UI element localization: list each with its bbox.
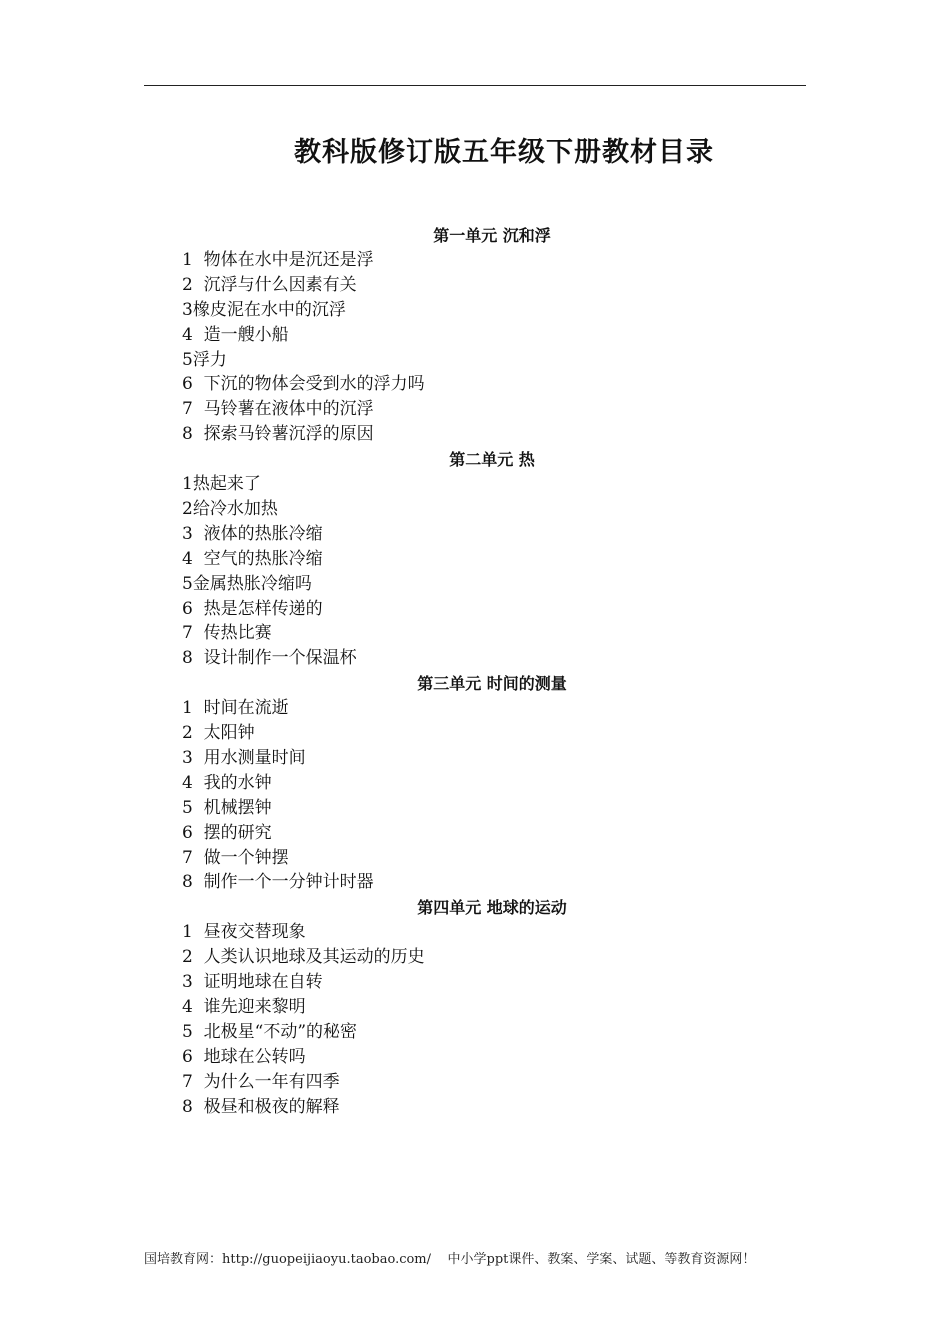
- list-item: 1 时间在流逝: [182, 698, 289, 719]
- list-item: 2 太阳钟: [182, 723, 255, 744]
- list-item: 2给冷水加热: [182, 499, 278, 520]
- list-item: 6 下沉的物体会受到水的浮力吗: [182, 374, 425, 395]
- list-item: 8 设计制作一个保温杯: [182, 648, 357, 669]
- list-item: 3 液体的热胀冷缩: [182, 523, 323, 544]
- page-footer: 国培教育网：http://guopeijiaoyu.taobao.com/ 中小学ppt课件、教案、学案、试题、等教育资源网！: [144, 1252, 756, 1267]
- list-item: 7 传热比赛: [182, 623, 272, 644]
- list-item: 8 极昼和极夜的解释: [182, 1096, 340, 1117]
- list-item: 2 人类认识地球及其运动的历史: [182, 947, 425, 968]
- list-item: 1热起来了: [182, 474, 261, 495]
- header-rule: [144, 85, 806, 86]
- list-item: 8 探索马铃薯沉浮的原因: [182, 424, 374, 445]
- list-item: 4 空气的热胀冷缩: [182, 548, 323, 569]
- unit-heading-4: 第四单元 地球的运动: [417, 898, 567, 918]
- unit-heading-2: 第二单元 热: [449, 450, 535, 470]
- list-item: 3 用水测量时间: [182, 748, 306, 769]
- list-item: 8 制作一个一分钟计时器: [182, 872, 374, 893]
- list-item: 6 地球在公转吗: [182, 1046, 306, 1067]
- list-item: 1 物体在水中是沉还是浮: [182, 250, 374, 270]
- list-item: 5 机械摆钟: [182, 797, 272, 818]
- list-item: 3橡皮泥在水中的沉浮: [182, 299, 346, 320]
- list-item: 5金属热胀冷缩吗: [182, 573, 312, 594]
- list-item: 7 为什么一年有四季: [182, 1071, 340, 1092]
- unit-heading-3: 第三单元 时间的测量: [417, 674, 567, 694]
- page-title: 教科版修订版五年级下册教材目录: [294, 137, 714, 168]
- list-item: 4 我的水钟: [182, 772, 272, 793]
- list-item: 7 马铃薯在液体中的沉浮: [182, 399, 374, 420]
- unit-heading-1: 第一单元 沉和浮: [433, 226, 551, 245]
- list-item: 4 谁先迎来黎明: [182, 997, 306, 1018]
- list-item: 6 摆的研究: [182, 822, 272, 843]
- table-of-contents: [182, 223, 802, 1120]
- list-item: 5浮力: [182, 349, 227, 370]
- list-item: 1 昼夜交替现象: [182, 922, 306, 943]
- list-item: 6 热是怎样传递的: [182, 598, 323, 619]
- list-item: 4 造一艘小船: [182, 324, 289, 345]
- list-item: 3 证明地球在自转: [182, 972, 323, 993]
- list-item: 7 做一个钟摆: [182, 847, 289, 868]
- list-item: 2 沉浮与什么因素有关: [182, 274, 357, 295]
- list-item: 5 北极星“不动”的秘密: [182, 1021, 358, 1042]
